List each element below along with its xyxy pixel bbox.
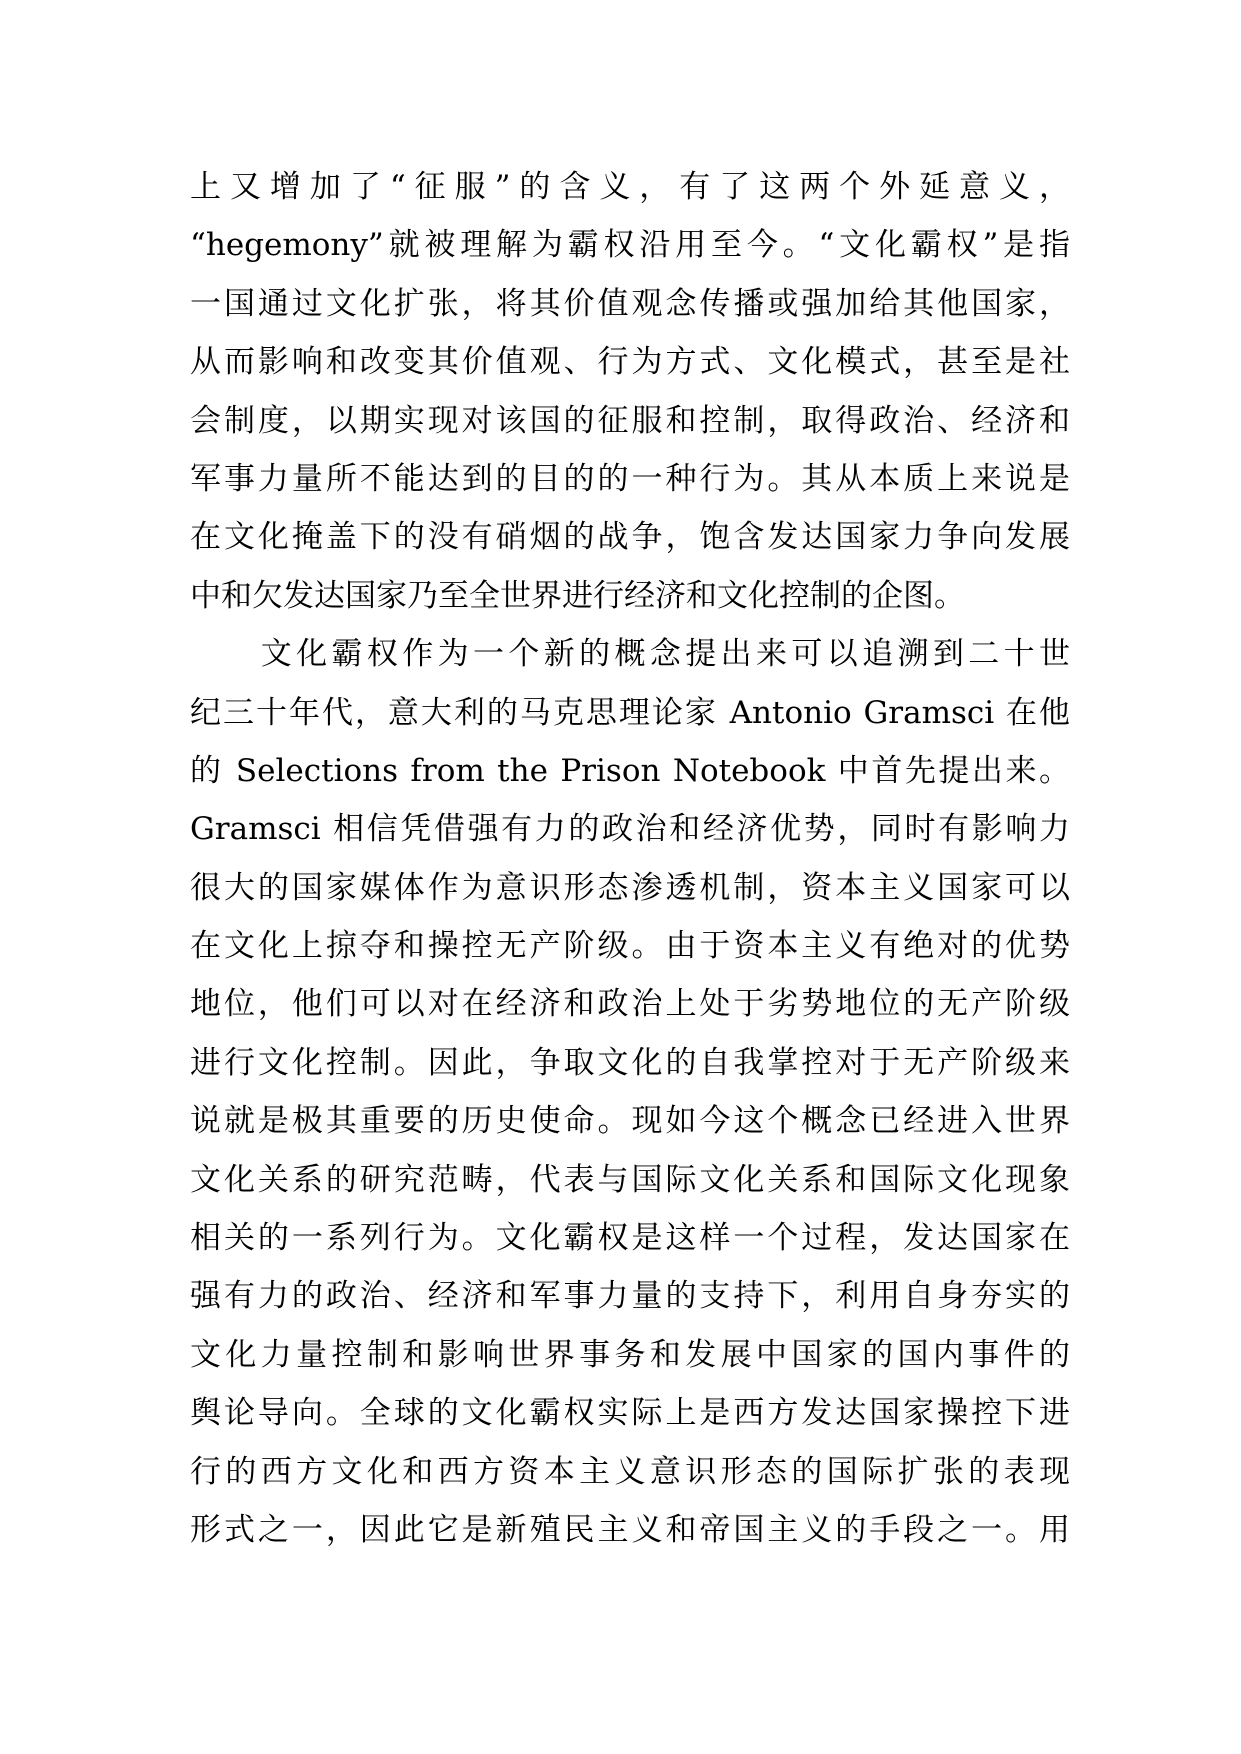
text-line: “hegemony”就被理解为霸权沿用至今。“文化霸权”是指	[190, 227, 1070, 264]
text-line: 文化霸权作为一个新的概念提出来可以追溯到二十世	[190, 636, 1070, 673]
text-line: 会制度，以期实现对该国的征服和控制，取得政治、经济和	[190, 402, 1070, 439]
text-line: 在文化上掠夺和操控无产阶级。由于资本主义有绝对的优势	[190, 928, 1070, 965]
text-line: 说就是极其重要的历史使命。现如今这个概念已经进入世界	[190, 1103, 1070, 1140]
text-line: 强有力的政治、经济和军事力量的支持下，利用自身夯实的	[190, 1278, 1070, 1315]
text-line: 形式之一，因此它是新殖民主义和帝国主义的手段之一。用	[190, 1511, 1070, 1548]
text-line: 纪三十年代，意大利的马克思理论家 Antonio Gramsci 在他	[190, 694, 1070, 731]
text-line: 一国通过文化扩张，将其价值观念传播或强加给其他国家，	[190, 285, 1070, 322]
body-text	[190, 158, 1070, 1559]
text-line: Gramsci 相信凭借强有力的政治和经济优势，同时有影响力	[190, 811, 1070, 848]
text-line: 的 Selections from the Prison Notebook 中首先提出来。	[190, 752, 1070, 789]
text-line: 很大的国家媒体作为意识形态渗透机制，资本主义国家可以	[190, 869, 1070, 906]
text-line: 文化力量控制和影响世界事务和发展中国家的国内事件的	[190, 1336, 1070, 1373]
text-line: 舆论导向。全球的文化霸权实际上是西方发达国家操控下进	[190, 1395, 1070, 1432]
text-line: 地位，他们可以对在经济和政治上处于劣势地位的无产阶级	[190, 986, 1070, 1023]
text-line: 文化关系的研究范畴，代表与国际文化关系和国际文化现象	[190, 1161, 1070, 1198]
text-line: 相关的一系列行为。文化霸权是这样一个过程，发达国家在	[190, 1220, 1070, 1257]
text-line: 在文化掩盖下的没有硝烟的战争，饱含发达国家力争向发展	[190, 519, 1070, 556]
text-line: 进行文化控制。因此，争取文化的自我掌控对于无产阶级来	[190, 1044, 1070, 1081]
text-line: 上又增加了“征服”的含义，有了这两个外延意义，	[190, 169, 1070, 205]
text-line: 中和欠发达国家乃至全世界进行经济和文化控制的企图。	[190, 577, 965, 614]
text-line: 从而影响和改变其价值观、行为方式、文化模式，甚至是社	[190, 344, 1070, 381]
text-line: 军事力量所不能达到的目的的一种行为。其从本质上来说是	[190, 460, 1070, 497]
text-line: 行的西方文化和西方资本主义意识形态的国际扩张的表现	[190, 1453, 1070, 1490]
